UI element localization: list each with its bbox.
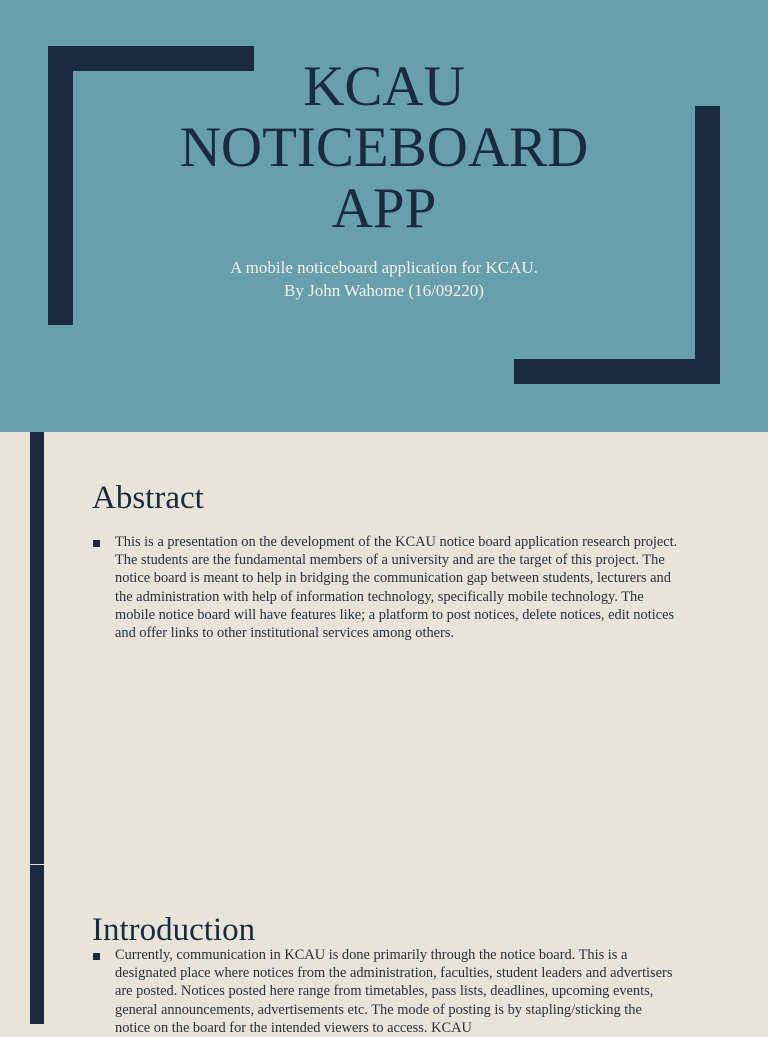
- presentation-subtitle: [120, 256, 648, 302]
- slide-heading: Abstract: [92, 480, 204, 516]
- slide-heading: Introduction: [92, 912, 256, 948]
- bullet-item: [92, 533, 678, 642]
- introduction-slide: [0, 865, 768, 1036]
- accent-bar: [30, 865, 44, 1024]
- bullet-text: Currently, communication in KCAU is done primarily through the notice board. This is a designated place where notices from the administration, faculties, student leaders and advertisers are posted. Notices posted here range from timetables, pass lists, deadlines, upcoming events, general announcements, advertisements etc. The mode of posting is by stapling/sticking the notice on the board for the intended viewers to access. KCAU: [115, 947, 673, 1036]
- title-line: NOTICEBOARD: [179, 116, 589, 179]
- corner-bracket-bottom-right-vertical: [695, 106, 720, 384]
- corner-bracket-bottom-right: [514, 359, 720, 384]
- subtitle-line: A mobile noticeboard application for KCAU.: [230, 258, 538, 277]
- subtitle-line: By John Wahome (16/09220): [284, 281, 484, 300]
- title-slide: [0, 0, 768, 432]
- corner-bracket-top-left-vertical: [48, 46, 73, 325]
- abstract-slide: [0, 432, 768, 864]
- accent-bar: [30, 432, 44, 864]
- title-line: KCAU: [303, 55, 465, 118]
- square-bullet-icon: [93, 540, 100, 547]
- title-line: APP: [331, 177, 437, 240]
- square-bullet-icon: [93, 953, 100, 960]
- bullet-item: [92, 946, 678, 1037]
- presentation-title: [120, 56, 648, 239]
- bullet-text: This is a presentation on the development of the KCAU notice board application research project. The students are the fundamental members of a university and are the target of this project. The notice board is meant to help in bridging the communication gap between students, lecturers and the administration with help of information technology, specifically mobile technology. The mobile notice board will have features like; a platform to post notices, delete notices, edit notices and offer links to other institutional services among others.: [115, 534, 678, 642]
